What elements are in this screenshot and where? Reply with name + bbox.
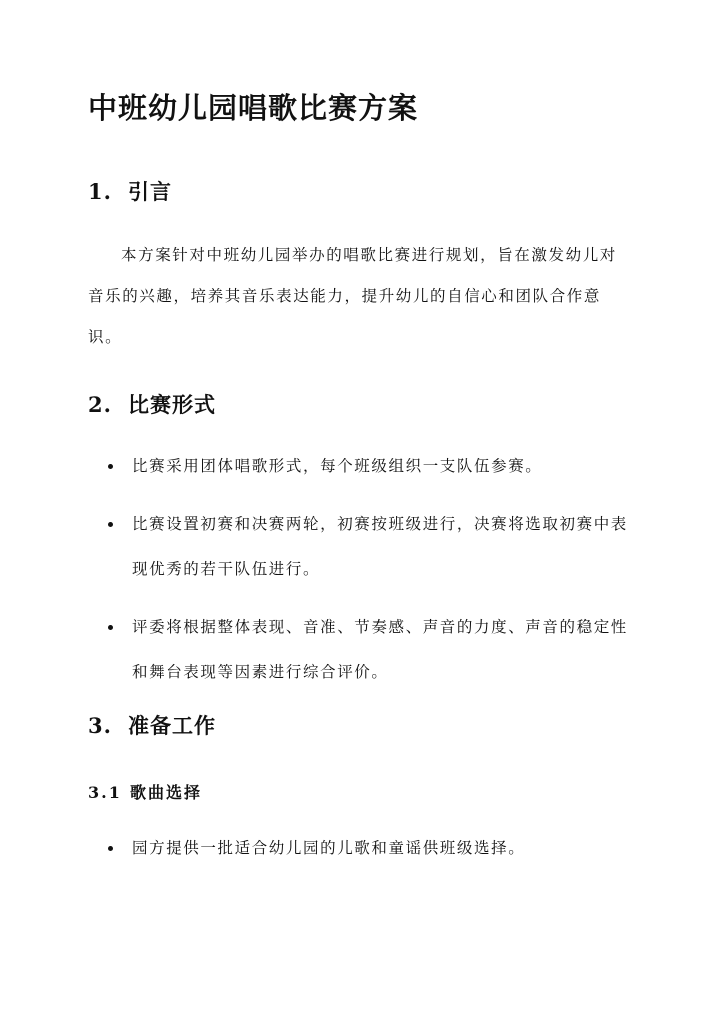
- intro-paragraph: 本方案针对中班幼儿园举办的唱歌比赛进行规划，旨在激发幼儿对音乐的兴趣，培养其音乐表达能力，提升幼儿的自信心和团队合作意识。: [88, 246, 617, 346]
- bullet-icon: [108, 625, 113, 630]
- format-bullet-list: [88, 444, 633, 708]
- list-item: [88, 444, 633, 489]
- section-number: 1.: [88, 179, 112, 204]
- bullet-icon: [108, 522, 113, 527]
- document-title: 中班幼儿园唱歌比赛方案: [88, 91, 419, 125]
- song-selection-bullet-list: [88, 826, 633, 884]
- section-title: 准备工作: [128, 713, 216, 738]
- list-item: [88, 502, 633, 592]
- subsection-title: 歌曲选择: [130, 783, 203, 802]
- subsection-heading-song-selection: [88, 780, 202, 803]
- list-item-text: 园方提供一批适合幼儿园的儿歌和童谣供班级选择。: [132, 839, 526, 857]
- section-title: 引言: [128, 179, 172, 204]
- section-heading-intro: [88, 176, 172, 206]
- list-item: [88, 826, 633, 871]
- section-heading-preparation: [88, 710, 216, 740]
- list-item: [88, 605, 633, 695]
- subsection-number: 3.1: [88, 783, 122, 802]
- section-number: 3.: [88, 713, 112, 738]
- list-item-text: 比赛设置初赛和决赛两轮，初赛按班级进行，决赛将选取初赛中表现优秀的若干队伍进行。: [132, 515, 628, 578]
- bullet-icon: [108, 464, 113, 469]
- bullet-icon: [108, 846, 113, 851]
- section-title: 比赛形式: [128, 392, 216, 417]
- list-item-text: 比赛采用团体唱歌形式，每个班级组织一支队伍参赛。: [132, 457, 543, 475]
- section-heading-format: [88, 389, 216, 419]
- section-number: 2.: [88, 392, 112, 417]
- list-item-text: 评委将根据整体表现、音准、节奏感、声音的力度、声音的稳定性和舞台表现等因素进行综合评价。: [132, 618, 628, 681]
